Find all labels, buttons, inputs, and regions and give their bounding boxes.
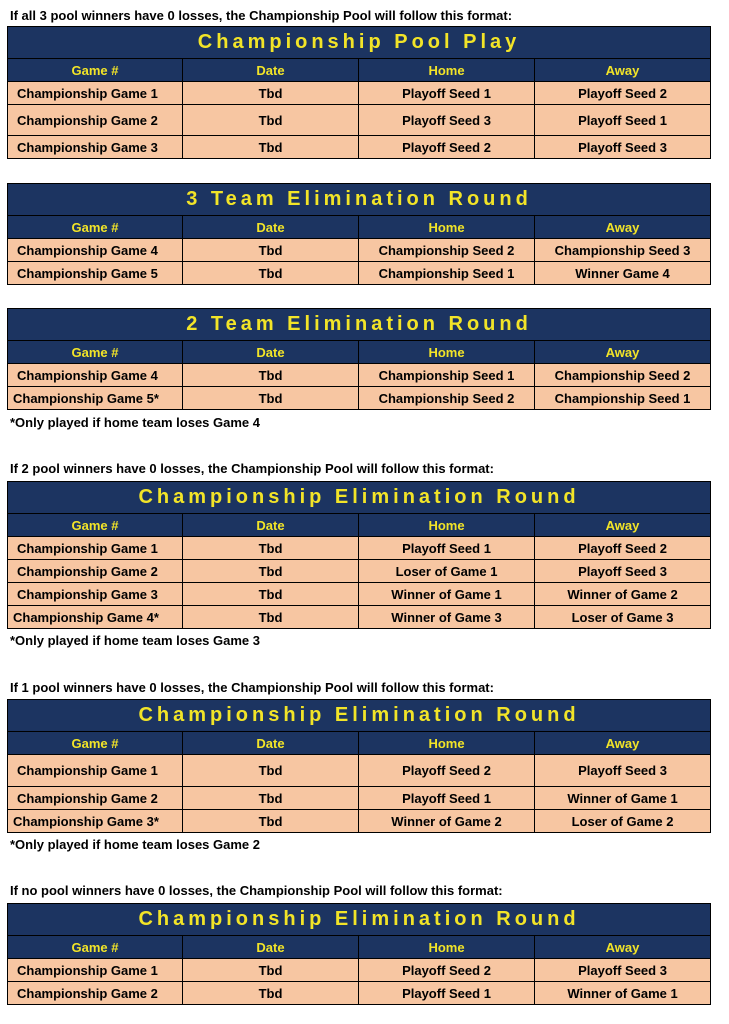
column-header-away: Away	[535, 936, 711, 959]
game-cell: Championship Game 3	[8, 136, 183, 159]
column-header-away: Away	[535, 514, 711, 537]
away-cell: Winner of Game 1	[535, 787, 711, 810]
home-cell: Championship Seed 1	[359, 364, 535, 387]
date-cell: Tbd	[183, 537, 359, 560]
table-row	[8, 606, 711, 629]
game-cell: Championship Game 4	[8, 364, 183, 387]
schedule-table	[7, 903, 711, 1005]
schedule-table	[7, 481, 711, 629]
date-cell: Tbd	[183, 364, 359, 387]
away-cell: Playoff Seed 1	[535, 105, 711, 136]
game-cell: Championship Game 2	[8, 787, 183, 810]
table-row	[8, 787, 711, 810]
away-cell: Winner of Game 1	[535, 982, 711, 1005]
schedule-table	[7, 699, 711, 833]
date-cell: Tbd	[183, 787, 359, 810]
section-intro: If no pool winners have 0 losses, the Championship Pool will follow this format:	[10, 883, 503, 898]
table-title: Championship Elimination Round	[8, 482, 711, 514]
date-cell: Tbd	[183, 105, 359, 136]
date-cell: Tbd	[183, 959, 359, 982]
column-header-date: Date	[183, 732, 359, 755]
table-row	[8, 810, 711, 833]
column-header-home: Home	[359, 514, 535, 537]
away-cell: Winner Game 4	[535, 262, 711, 285]
column-header-game: Game #	[8, 936, 183, 959]
column-header-away: Away	[535, 59, 711, 82]
column-header-date: Date	[183, 514, 359, 537]
column-header-away: Away	[535, 216, 711, 239]
home-cell: Playoff Seed 2	[359, 755, 535, 787]
away-cell: Playoff Seed 3	[535, 136, 711, 159]
away-cell: Playoff Seed 2	[535, 537, 711, 560]
table-row	[8, 105, 711, 136]
home-cell: Championship Seed 2	[359, 239, 535, 262]
date-cell: Tbd	[183, 982, 359, 1005]
table-row	[8, 959, 711, 982]
home-cell: Championship Seed 1	[359, 262, 535, 285]
home-cell: Playoff Seed 1	[359, 982, 535, 1005]
schedule-table	[7, 308, 711, 410]
away-cell: Loser of Game 2	[535, 810, 711, 833]
column-header-date: Date	[183, 936, 359, 959]
date-cell: Tbd	[183, 810, 359, 833]
game-cell: Championship Game 2	[8, 560, 183, 583]
home-cell: Playoff Seed 1	[359, 537, 535, 560]
game-cell: Championship Game 1	[8, 82, 183, 105]
table-row	[8, 537, 711, 560]
date-cell: Tbd	[183, 239, 359, 262]
game-cell: Championship Game 1	[8, 755, 183, 787]
table-row	[8, 82, 711, 105]
home-cell: Playoff Seed 3	[359, 105, 535, 136]
table-title: Championship Pool Play	[8, 27, 711, 59]
game-cell: Championship Game 4	[8, 239, 183, 262]
column-header-home: Home	[359, 341, 535, 364]
table-row	[8, 262, 711, 285]
date-cell: Tbd	[183, 755, 359, 787]
away-cell: Championship Seed 2	[535, 364, 711, 387]
table-title: Championship Elimination Round	[8, 700, 711, 732]
away-cell: Winner of Game 2	[535, 583, 711, 606]
home-cell: Playoff Seed 2	[359, 959, 535, 982]
date-cell: Tbd	[183, 262, 359, 285]
game-cell: Championship Game 2	[8, 105, 183, 136]
column-header-game: Game #	[8, 59, 183, 82]
away-cell: Playoff Seed 3	[535, 560, 711, 583]
column-header-away: Away	[535, 732, 711, 755]
section-intro: If 2 pool winners have 0 losses, the Championship Pool will follow this format:	[10, 461, 494, 476]
column-header-home: Home	[359, 732, 535, 755]
game-cell: Championship Game 5	[8, 262, 183, 285]
home-cell: Playoff Seed 1	[359, 82, 535, 105]
column-header-date: Date	[183, 216, 359, 239]
table-title: Championship Elimination Round	[8, 904, 711, 936]
column-header-game: Game #	[8, 514, 183, 537]
home-cell: Playoff Seed 1	[359, 787, 535, 810]
date-cell: Tbd	[183, 560, 359, 583]
table-row	[8, 755, 711, 787]
game-cell: Championship Game 1	[8, 959, 183, 982]
game-cell: Championship Game 3	[8, 583, 183, 606]
away-cell: Playoff Seed 3	[535, 755, 711, 787]
table-row	[8, 982, 711, 1005]
table-title: 2 Team Elimination Round	[8, 309, 711, 341]
home-cell: Winner of Game 2	[359, 810, 535, 833]
away-cell: Loser of Game 3	[535, 606, 711, 629]
away-cell: Championship Seed 1	[535, 387, 711, 410]
away-cell: Championship Seed 3	[535, 239, 711, 262]
section-intro: If 1 pool winners have 0 losses, the Championship Pool will follow this format:	[10, 680, 494, 695]
date-cell: Tbd	[183, 387, 359, 410]
column-header-home: Home	[359, 59, 535, 82]
table-title: 3 Team Elimination Round	[8, 184, 711, 216]
away-cell: Playoff Seed 3	[535, 959, 711, 982]
column-header-away: Away	[535, 341, 711, 364]
home-cell: Winner of Game 3	[359, 606, 535, 629]
section-intro: If all 3 pool winners have 0 losses, the Championship Pool will follow this format:	[10, 8, 513, 23]
game-cell: Championship Game 5*	[8, 387, 183, 410]
date-cell: Tbd	[183, 606, 359, 629]
footnote: *Only played if home team loses Game 3	[10, 633, 260, 648]
column-header-home: Home	[359, 936, 535, 959]
home-cell: Winner of Game 1	[359, 583, 535, 606]
game-cell: Championship Game 2	[8, 982, 183, 1005]
schedule-table	[7, 26, 711, 159]
home-cell: Playoff Seed 2	[359, 136, 535, 159]
schedule-table	[7, 183, 711, 285]
table-row	[8, 364, 711, 387]
away-cell: Playoff Seed 2	[535, 82, 711, 105]
column-header-date: Date	[183, 59, 359, 82]
footnote: *Only played if home team loses Game 2	[10, 837, 260, 852]
game-cell: Championship Game 4*	[8, 606, 183, 629]
home-cell: Championship Seed 2	[359, 387, 535, 410]
footnote: *Only played if home team loses Game 4	[10, 415, 260, 430]
column-header-game: Game #	[8, 732, 183, 755]
column-header-date: Date	[183, 341, 359, 364]
table-row	[8, 583, 711, 606]
column-header-game: Game #	[8, 341, 183, 364]
game-cell: Championship Game 1	[8, 537, 183, 560]
table-row	[8, 560, 711, 583]
column-header-game: Game #	[8, 216, 183, 239]
date-cell: Tbd	[183, 583, 359, 606]
date-cell: Tbd	[183, 136, 359, 159]
date-cell: Tbd	[183, 82, 359, 105]
table-row	[8, 387, 711, 410]
column-header-home: Home	[359, 216, 535, 239]
home-cell: Loser of Game 1	[359, 560, 535, 583]
table-row	[8, 136, 711, 159]
table-row	[8, 239, 711, 262]
game-cell: Championship Game 3*	[8, 810, 183, 833]
